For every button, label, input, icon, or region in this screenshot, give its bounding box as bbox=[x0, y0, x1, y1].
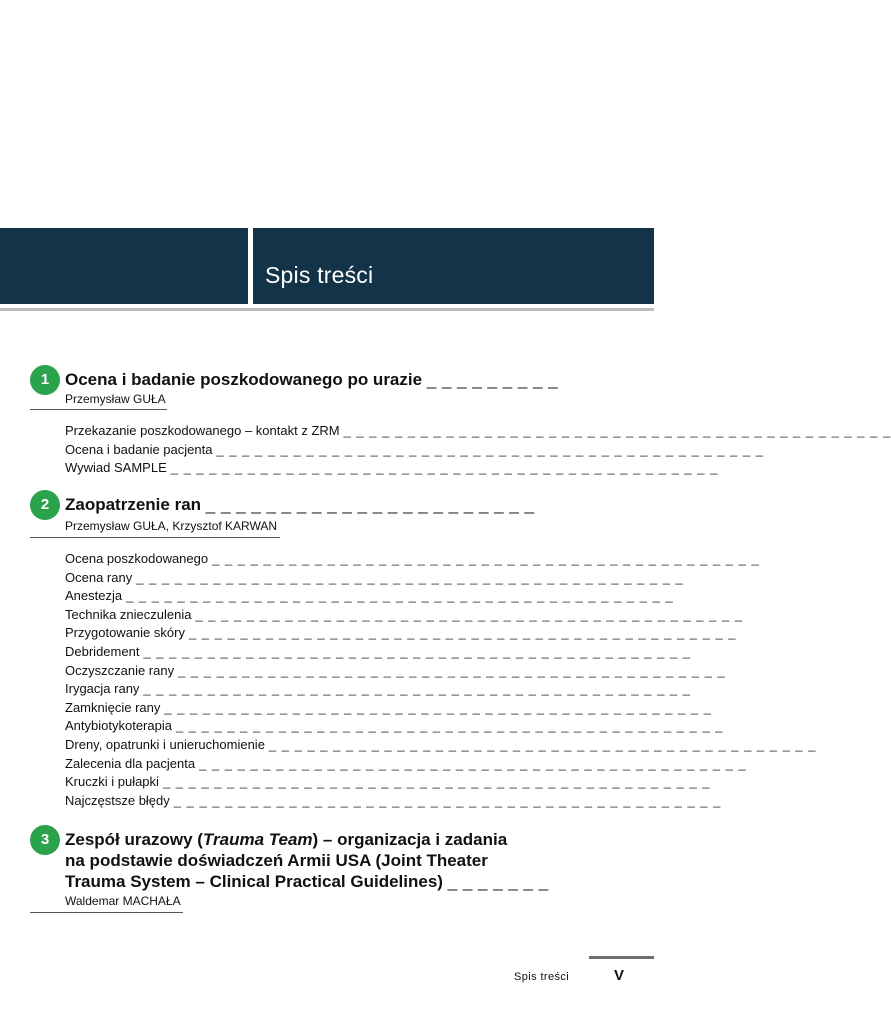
chapter-number-badge: 1 bbox=[30, 365, 60, 395]
chapter-title[interactable] bbox=[65, 369, 558, 390]
chapter-title[interactable] bbox=[65, 829, 549, 892]
chapter-title-italic: Trauma Team bbox=[202, 830, 313, 849]
toc-entry[interactable] bbox=[65, 606, 744, 625]
toc-entry-label: Najczęstsze błędy bbox=[65, 792, 170, 808]
toc-entry-label: Przekazanie poszkodowanego – kontakt z ZRM bbox=[65, 423, 340, 438]
toc-entry-label: Antybiotykoterapia bbox=[65, 718, 172, 734]
toc-entry[interactable] bbox=[65, 662, 726, 681]
toc-entry-label: Ocena poszkodowanego bbox=[65, 551, 209, 566]
toc-entry[interactable] bbox=[65, 569, 684, 588]
toc-entry-label: Ocena rany bbox=[65, 569, 133, 585]
dot-leader: _ _ _ _ _ _ _ _ _ _ _ _ _ _ _ _ _ _ _ _ _ _ _ _ _ _ _ _ _ _ _ _ _ _ _ _ _ _ _ _ _ _ _ bbox=[126, 588, 674, 604]
toc-entry[interactable] bbox=[65, 459, 719, 478]
chapter-2-entries bbox=[65, 550, 817, 810]
toc-entry-label: Irygacja rany bbox=[65, 681, 140, 697]
dot-leader: _ _ _ _ _ _ _ _ _ _ _ _ _ _ _ _ _ _ _ _ _ _ _ _ _ _ _ _ _ _ _ _ _ _ _ _ _ _ _ _ _ _ _ bbox=[175, 718, 724, 734]
toc-entry-label: Zalecenia dla pacjenta bbox=[65, 755, 196, 771]
dot-leader: _ _ _ _ _ _ _ _ _ _ _ _ _ _ _ _ _ _ _ _ _ _ bbox=[205, 495, 535, 514]
dot-leader: _ _ _ _ _ _ _ _ _ _ _ _ _ _ _ _ _ _ _ _ _ _ _ _ _ _ _ _ _ _ _ _ _ _ _ _ _ _ _ _ _ _ _ bbox=[170, 460, 719, 476]
toc-entry-label: Technika znieczulenia bbox=[65, 606, 192, 622]
toc-entry[interactable] bbox=[65, 755, 747, 774]
dot-leader: _ _ _ _ _ _ _ _ _ _ _ _ _ _ _ _ _ _ _ _ _ _ _ _ _ _ _ _ _ _ _ _ _ _ _ _ _ _ _ _ _ _ _ bbox=[136, 569, 684, 585]
toc-entry[interactable] bbox=[65, 773, 711, 792]
chapter-number-badge: 2 bbox=[30, 490, 60, 520]
toc-entry-label: Przygotowanie skóry bbox=[65, 625, 185, 641]
chapter-title-text: na podstawie doświadczeń Armii USA (Joint Theater bbox=[65, 851, 488, 870]
dot-leader: _ _ _ _ _ _ _ _ _ _ _ _ _ _ _ _ _ _ _ _ _ _ _ _ _ _ _ _ _ _ _ _ _ _ _ _ _ _ _ _ _ _ _ bbox=[268, 736, 817, 752]
toc-entry[interactable] bbox=[65, 792, 722, 811]
toc-entry[interactable] bbox=[65, 643, 692, 662]
header-band-left bbox=[0, 228, 248, 304]
footer-page-number: V bbox=[614, 967, 625, 984]
page-title: Spis treści bbox=[265, 262, 374, 288]
dot-leader: _ _ _ _ _ _ _ _ _ _ _ _ _ _ _ _ _ _ _ _ _ _ _ _ _ _ _ _ _ _ _ _ _ _ _ _ _ _ _ _ _ _ _ bbox=[164, 699, 712, 715]
dot-leader: _ _ _ _ _ _ _ _ _ _ _ _ _ _ _ _ _ _ _ _ _ _ _ _ _ _ _ _ _ _ _ _ _ _ _ _ _ _ _ _ _ _ _ bbox=[173, 792, 722, 808]
toc-entry-label: Ocena i badanie pacjenta bbox=[65, 441, 213, 457]
toc-entry-label: Debridement bbox=[65, 643, 140, 659]
toc-entry-label: Zamknięcie rany bbox=[65, 699, 161, 715]
dot-leader: _ _ _ _ _ _ _ bbox=[447, 872, 549, 891]
toc-entry[interactable] bbox=[65, 422, 891, 441]
toc-entry[interactable] bbox=[65, 680, 692, 699]
dot-leader: _ _ _ _ _ _ _ _ _ _ _ _ _ _ _ _ _ _ _ _ _ _ _ _ _ _ _ _ _ _ _ _ _ _ _ _ _ _ _ _ _ _ _ bbox=[143, 681, 692, 697]
toc-entry[interactable] bbox=[65, 736, 817, 755]
chapter-author: Przemysław GUŁA, Krzysztof KARWAN bbox=[65, 519, 278, 533]
dot-leader: _ _ _ _ _ _ _ _ _ _ _ _ _ _ _ _ _ _ _ _ _ _ _ _ _ _ _ _ _ _ _ _ _ _ _ _ _ _ _ _ _ _ _ bbox=[199, 755, 747, 771]
author-underline bbox=[30, 409, 167, 410]
dot-leader: _ _ _ _ _ _ _ _ _ _ _ _ _ _ _ _ _ _ _ _ _ _ _ _ _ _ _ _ _ _ _ _ _ _ _ _ _ _ _ _ _ _ _ bbox=[195, 606, 744, 622]
header-divider bbox=[0, 308, 654, 311]
dot-leader: _ _ _ _ _ _ _ _ _ bbox=[426, 370, 559, 389]
dot-leader: _ _ _ _ _ _ _ _ _ _ _ _ _ _ _ _ _ _ _ _ _ _ _ _ _ _ _ _ _ _ _ _ _ _ _ _ _ _ _ _ _ _ _ bbox=[178, 662, 726, 678]
footer-divider bbox=[589, 956, 654, 959]
toc-entry[interactable] bbox=[65, 699, 712, 718]
chapter-title[interactable] bbox=[65, 494, 534, 515]
header-band-right bbox=[253, 228, 654, 304]
toc-entry-label: Wywiad SAMPLE bbox=[65, 460, 167, 476]
chapter-author: Przemysław GUŁA bbox=[65, 392, 166, 406]
dot-leader: _ _ _ _ _ _ _ _ _ _ _ _ _ _ _ _ _ _ _ _ _ _ _ _ _ _ _ _ _ _ _ _ _ _ _ _ _ _ _ _ _ _ _ bbox=[212, 551, 760, 566]
author-underline bbox=[30, 537, 280, 538]
footer-section-label: Spis treści bbox=[514, 971, 570, 983]
toc-entry[interactable] bbox=[65, 624, 737, 643]
toc-entry-label: Kruczki i pułapki bbox=[65, 774, 159, 790]
toc-entry-label: Oczyszczanie rany bbox=[65, 662, 175, 678]
toc-entry[interactable] bbox=[65, 441, 765, 460]
chapter-title-text: Trauma System – Clinical Practical Guidelines) bbox=[65, 872, 443, 891]
toc-entry[interactable] bbox=[65, 717, 724, 736]
chapter-title-text: Ocena i badanie poszkodowanego po urazie bbox=[65, 370, 423, 389]
chapter-number-badge: 3 bbox=[30, 825, 60, 855]
dot-leader: _ _ _ _ _ _ _ _ _ _ _ _ _ _ _ _ _ _ _ _ _ _ _ _ _ _ _ _ _ _ _ _ _ _ _ _ _ _ _ _ _ _ _ bbox=[188, 625, 737, 641]
chapter-title-text: ) – organizacja i zadania bbox=[312, 830, 508, 849]
toc-entry-label: Dreny, opatrunki i unieruchomienie bbox=[65, 736, 265, 752]
dot-leader: _ _ _ _ _ _ _ _ _ _ _ _ _ _ _ _ _ _ _ _ _ _ _ _ _ _ _ _ _ _ _ _ _ _ _ _ _ _ _ _ _ _ _ bbox=[216, 441, 765, 457]
toc-entry-label: Anestezja bbox=[65, 588, 123, 604]
dot-leader: _ _ _ _ _ _ _ _ _ _ _ _ _ _ _ _ _ _ _ _ _ _ _ _ _ _ _ _ _ _ _ _ _ _ _ _ _ _ _ _ _ _ _ bbox=[143, 643, 692, 659]
chapter-author: Waldemar MACHAŁA bbox=[65, 894, 181, 908]
chapter-title-text: Zaopatrzenie ran bbox=[65, 495, 202, 514]
chapter-1-entries bbox=[65, 422, 891, 478]
dot-leader: _ _ _ _ _ _ _ _ _ _ _ _ _ _ _ _ _ _ _ _ _ _ _ _ _ _ _ _ _ _ _ _ _ _ _ _ _ _ _ _ _ _ _ bbox=[343, 423, 891, 438]
chapter-title-text: Zespół urazowy ( bbox=[65, 830, 203, 849]
author-underline bbox=[30, 912, 183, 913]
dot-leader: _ _ _ _ _ _ _ _ _ _ _ _ _ _ _ _ _ _ _ _ _ _ _ _ _ _ _ _ _ _ _ _ _ _ _ _ _ _ _ _ _ _ _ bbox=[162, 774, 711, 790]
toc-entry[interactable] bbox=[65, 587, 674, 606]
toc-entry[interactable] bbox=[65, 550, 760, 569]
